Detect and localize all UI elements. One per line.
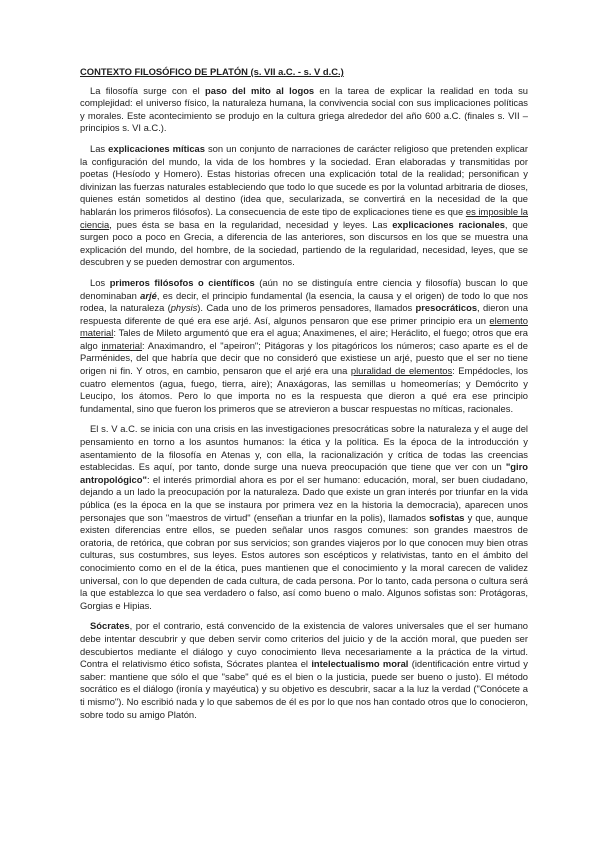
- text-run: "giro antropológico": [80, 461, 528, 485]
- text-run: , por el contrario, está convencido de la existencia de valores universales que el ser humano debe intentar descubrir y que deben servir como criterios del juicio y de la acción moral, que pueden ser descubiertos mediante el diálogo y cuyo conocimiento lleva necesariamente a la práctica de la virtud. Contra el relativismo ético sofista, Sócrates plantea el: [80, 620, 528, 670]
- text-run: presocráticos: [415, 302, 478, 314]
- paragraph-sofistas: [80, 423, 528, 612]
- paragraph-presocraticos: [80, 277, 528, 416]
- text-run: : Empédocles, los cuatro elementos (agua, fuego, tierra, aire); Anaxágoras, las semillas u homeomerías; y Demócrito y Leucipo, los átomos. Pero lo que importa no es la respuesta que dieron a qué era ese principio fundamental, sino que fueron los primeros que se atrevieron a buscar respuestas no míticas, racionales.: [80, 365, 528, 414]
- text-run: (identificación entre virtud y saber: mantiene que sólo el que "sabe" qué es el bien o la justicia, puede ser bueno o justo). El método socrático es el diálogo (ironía y mayéutica) y su objetivo es descubrir, sacar a la luz la verdad ("Conócete a ti mismo"). No escribió nada y lo que sabemos de él es por lo que nos han contado otros que lo conocieron, sobre todo su amigo Platón.: [80, 658, 528, 720]
- text-run: y que, aunque existen diferencias entre ellos, se pueden señalar unos rasgos comunes: son grandes maestros de oratoria, de retórica, que cobran por sus servicios; son grandes viajeros por lo que conocen muy bien otras culturas, sus costumbres, sus leyes. Estos autores son escépticos y relativistas, tanto en el ámbito del conocimiento como en el de la ética, pues mantienen que el conocimiento y la moral carecen de validez universal, con lo que dependen de cada cultura, de cada persona. Por lo tanto, cada persona o cultura será la que establezca lo que sea verdadero o falso, así como bueno o malo. Algunos sofistas son: Protágoras, Gorgias e Hipias.: [80, 511, 528, 611]
- text-run: paso del mito al logos: [205, 84, 315, 96]
- text-run: arjé: [140, 289, 157, 301]
- text-run: : Anaximandro, el "apeiron"; Pitágoras y los pitagóricos los números; caso aparte es el de Parménides, del que habría que decir que no consideró que existiese un arjé, puesto que el ser no tiene origen ni fin. Y otros, en cambio, pensaron que el arjé era una: [80, 339, 528, 377]
- text-run: El s. V a.C. se inicia con una crisis en las investigaciones presocráticas sobre la naturaleza y el auge del pensamiento en torno a los asuntos humanos: la ética y la política. Es la época de la introducción y asentamiento de la filosofía en Atenas y, con ella, la racionalización y crítica de todas las creencias establecidas. Es aquí, por tanto, donde surge una nueva preocupación que tiene que ver con un: [80, 423, 528, 473]
- text-run: , que surgen poco a poco en Grecia, a diferencia de las anteriores, son discursos en los que se muestra una explicación del mundo, del hombre, de la sociedad, partiendo de la regularidad, necesidad, leyes, que se descubren y se pueden demostrar con argumentos.: [80, 218, 528, 268]
- text-run: inmaterial: [101, 339, 143, 351]
- text-run: La filosofía surge con el: [90, 84, 205, 96]
- text-run: (aún no se distinguía entre ciencia y filosofía) buscan lo que denominaban: [80, 276, 528, 301]
- text-run: : el interés primordial ahora es por el ser humano: educación, moral, ser buen ciudadano, dejando a un lado la preocupación por la naturaleza. Dado que existe un gran interés por triunfar en la vida pública (es la época en la que se instaura por primera vez en la historia la democracia), aparecen unos personajes que son "maestros de virtud" (enseñan a triunfar en la polis), llamados: [80, 473, 528, 523]
- text-run: Sócrates: [90, 620, 130, 632]
- paragraph-explicaciones: [80, 143, 528, 269]
- text-run: son un conjunto de narraciones de carácter religioso que pretenden explicar la configuración del mundo, la vida de los hombres y la sociedad. Eran elaboradas y transmitidas por poetas (Hesíodo y Homero). Estas historias ofrecen una explicación total de la realidad; personifican y divinizan las fuerzas naturales estableciendo que todo lo que sucede es por la voluntad arbitraria de dioses, quienes están sometidos al destino (idea que, secularizada, se convertirá en la necesidad de la que hablarán los primeros filósofos). La consecuencia de este tipo de explicaciones tiene es que: [80, 142, 528, 217]
- text-run: , pues ésta se basa en la regularidad, necesidad y leyes. Las: [109, 218, 393, 230]
- text-run: Los: [90, 276, 110, 288]
- paragraph-socrates: [80, 620, 528, 721]
- document-page: [80, 66, 528, 729]
- text-run: : Tales de Mileto argumentó que era el agua; Anaximenes, el aire; Heráclito, el fuego; otros que era algo: [80, 327, 528, 351]
- text-run: elemento material: [80, 314, 528, 339]
- text-run: intelectualismo moral: [311, 658, 409, 670]
- text-run: explicaciones míticas: [108, 142, 205, 154]
- text-run: Las: [90, 142, 109, 154]
- text-run: , dieron una respuesta diferente de qué era ese arjé. Así, algunos pensaron que ese primer principio era un: [80, 302, 528, 326]
- text-run: es imposible la ciencia: [80, 205, 528, 230]
- text-run: en la tarea de explicar la realidad en toda su complejidad: el universo físico, la naturaleza humana, la convivencia social con sus implicaciones políticas y morales. Este acontecimiento se produjo en la cultura griega alrededor del año 600 a.C. (finales s. VII – principios s. VI a.C.).: [80, 84, 529, 134]
- text-run: , es decir, el principio fundamental (la esencia, la causa y el origen) de todo lo que nos rodea, la naturaleza (: [80, 289, 528, 314]
- text-run: explicaciones racionales: [392, 218, 505, 230]
- text-run: primeros filósofos o científicos: [109, 276, 255, 288]
- text-run: sofistas: [429, 511, 465, 523]
- paragraph-mito-logos: [80, 85, 528, 135]
- text-run: pluralidad de elementos: [350, 365, 453, 377]
- document-title: CONTEXTO FILOSÓFICO DE PLATÓN (s. VII a.C. - s. V d.C.): [80, 66, 344, 77]
- text-run: ). Cada uno de los primeros pensadores, llamados: [197, 302, 416, 314]
- text-run: physis: [170, 302, 198, 314]
